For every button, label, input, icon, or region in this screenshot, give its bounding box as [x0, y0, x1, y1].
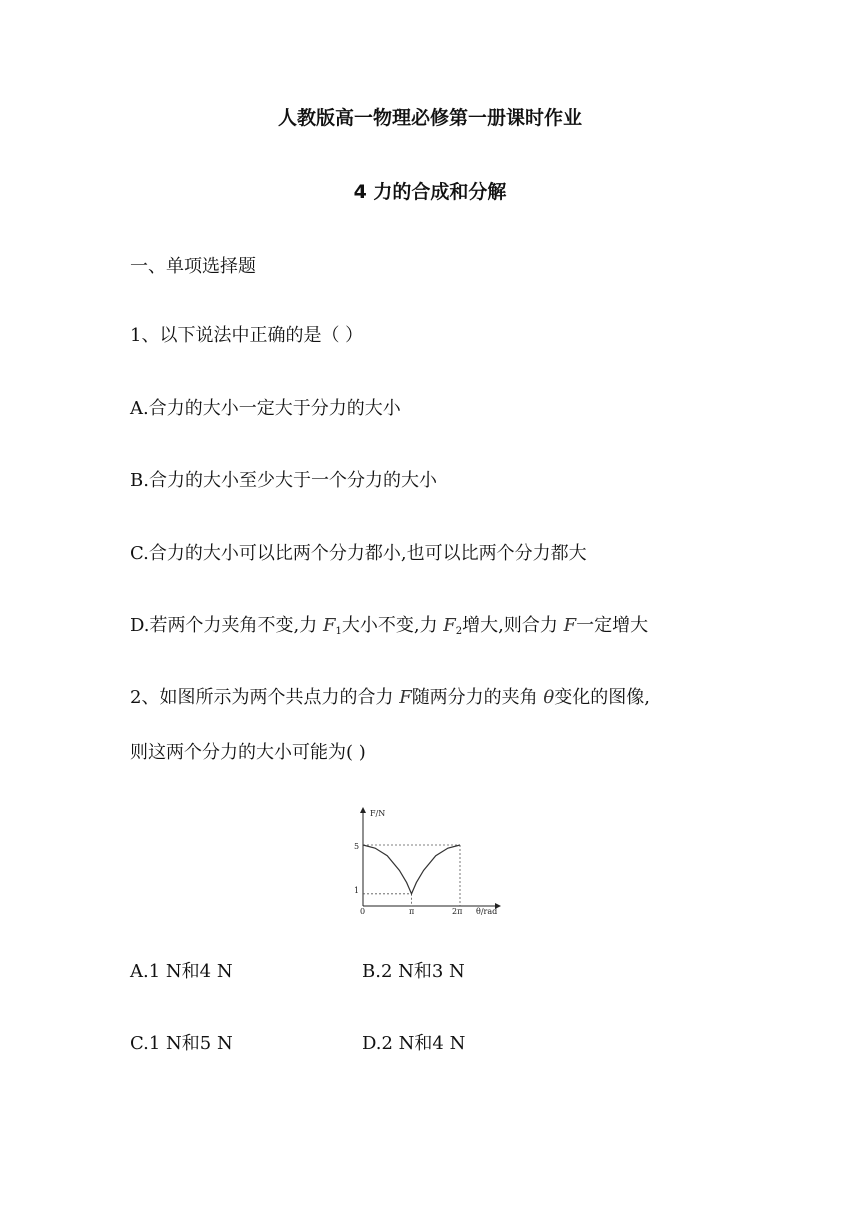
origin-label: 0 — [360, 907, 366, 916]
section-heading: 一、单项选择题 — [130, 256, 256, 277]
question-2-option-c: C.1 N和5 N — [130, 1033, 233, 1054]
option-d-text-1: D.若两个力夹角不变,力 — [130, 615, 323, 636]
force-f1-symbol: F — [322, 615, 336, 636]
force-f-symbol: F — [563, 615, 577, 636]
question-2-option-d: D.2 N和4 N — [362, 1033, 466, 1054]
x-axis-label: θ/rad — [476, 907, 498, 916]
question-2-option-a: A.1 N和4 N — [130, 961, 233, 982]
resultant-force-curve — [363, 845, 460, 894]
question-1-option-d — [130, 614, 648, 644]
y-axis-label: F/N — [370, 809, 386, 818]
force-f1-subscript: 1 — [335, 626, 342, 637]
q2-text-2: 随两分力的夹角 — [411, 687, 544, 708]
force-angle-chart — [350, 804, 510, 918]
question-1-option-b: B.合力的大小至少大于一个分力的大小 — [130, 470, 437, 491]
force-f2-symbol: F — [443, 615, 456, 636]
option-d-text-2: 大小不变,力 — [341, 615, 444, 636]
question-1-stem: 1、以下说法中正确的是（ ） — [130, 325, 364, 346]
q2-theta-symbol: θ — [543, 687, 555, 708]
force-f2-subscript: 2 — [455, 626, 463, 637]
q2-text-1: 2、如图所示为两个共点力的合力 — [130, 687, 400, 708]
y-tick-5: 5 — [354, 842, 360, 851]
question-1-option-a: A.合力的大小一定大于分力的大小 — [130, 398, 401, 419]
page-title: 人教版高一物理必修第一册课时作业 — [277, 107, 582, 129]
option-d-text-4: 一定增大 — [576, 615, 649, 636]
x-tick-pi: π — [409, 907, 415, 916]
question-2-option-b: B.2 N和3 N — [362, 961, 465, 982]
question-2-stem — [130, 686, 650, 710]
option-d-text-3: 增大,则合力 — [462, 615, 564, 636]
y-tick-1: 1 — [354, 886, 360, 895]
question-1-option-c: C.合力的大小可以比两个分力都小,也可以比两个分力都大 — [130, 543, 587, 564]
q2-force-symbol: F — [399, 687, 412, 708]
x-tick-2pi: 2π — [452, 907, 463, 916]
page-subtitle: 4 力的合成和分解 — [353, 181, 507, 203]
question-2-stem-line-2: 则这两个分力的大小可能为( ) — [130, 742, 366, 763]
q2-text-3: 变化的图像, — [554, 687, 650, 708]
